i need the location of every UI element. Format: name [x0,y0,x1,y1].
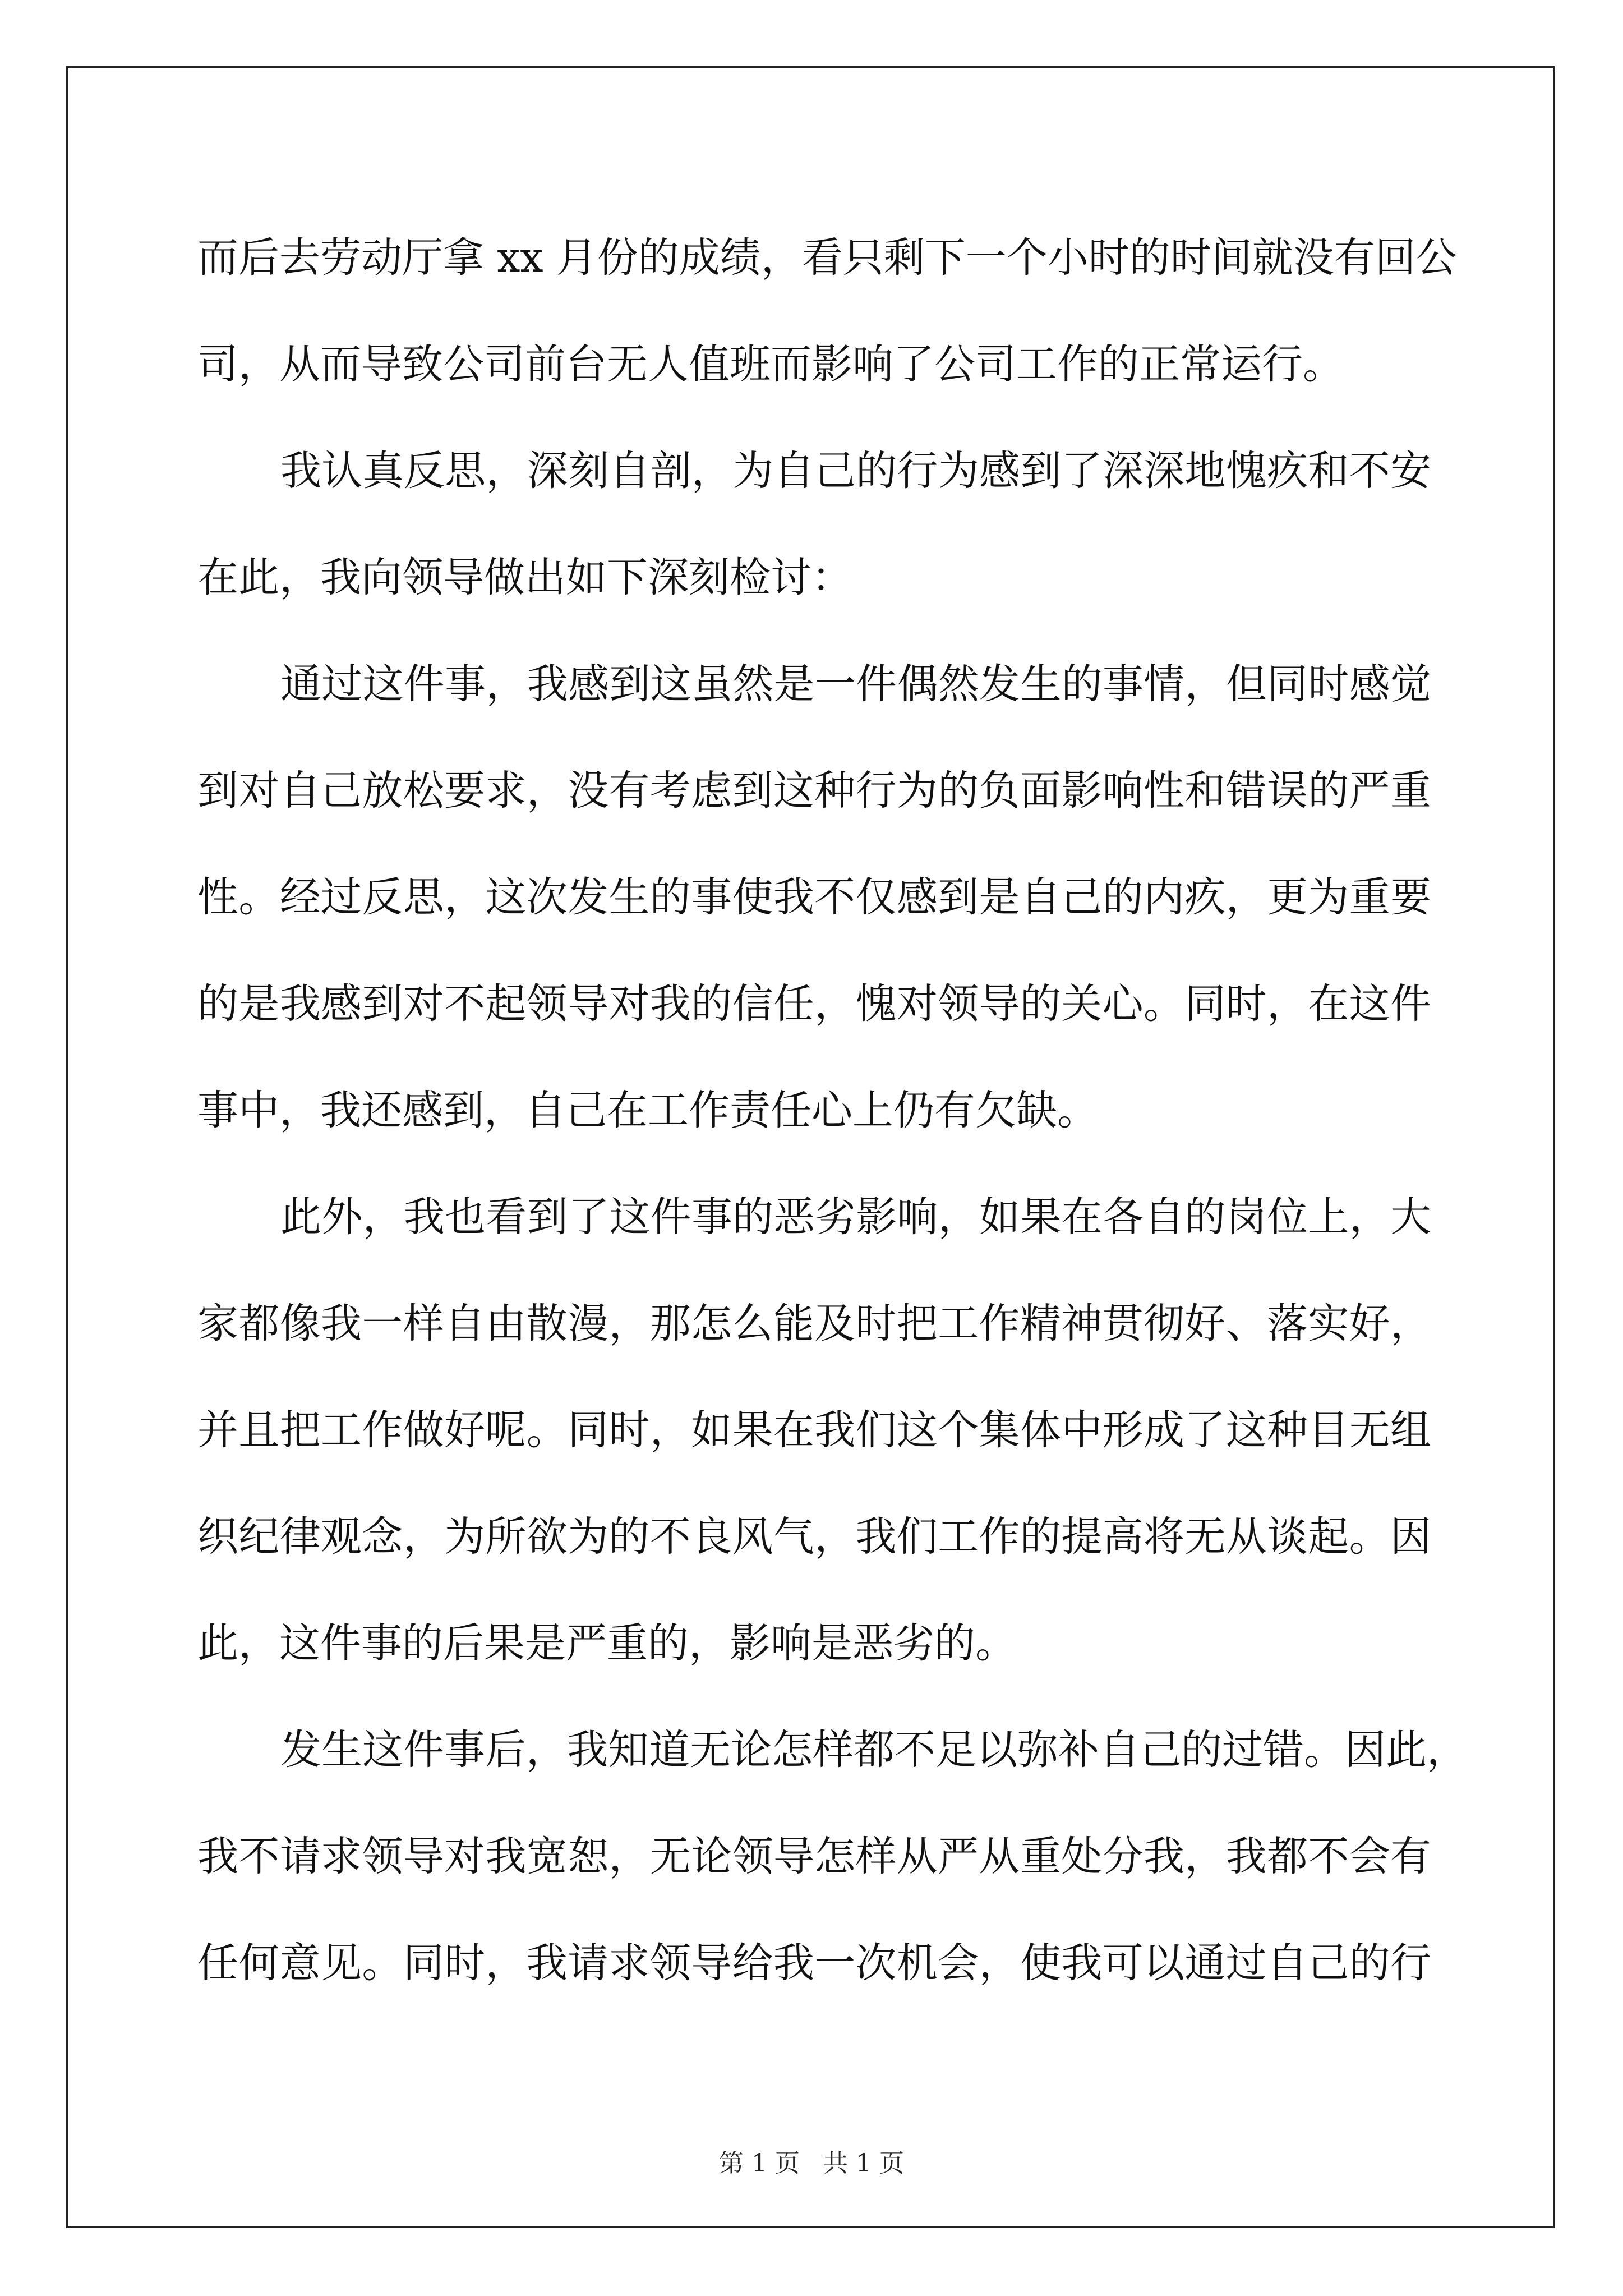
text-line: 并且把工作做好呢。同时，如果在我们这个集体中形成了这种目无组 [197,1406,1431,1454]
document-body [197,205,1468,2017]
text-line: 事中，我还感到，自己在工作责任心上仍有欠缺。 [197,1087,1098,1134]
text-line: 在此，我向领导做出如下深刻检讨： [197,554,852,601]
text-line: 到对自己放松要求，没有考虑到这种行为的负面影响性和错误的严重 [197,767,1431,815]
text-line: 通过这件事，我感到这虽然是一件偶然发生的事情，但同时感觉 [280,660,1431,708]
text-line: 家都像我一样自由散漫，那怎么能及时把工作精神贯彻好、落实好， [197,1300,1431,1347]
text-line: 发生这件事后，我知道无论怎样都不足以弥补自己的过错。因此， [280,1726,1468,1774]
text-line: 此外，我也看到了这件事的恶劣影响，如果在各自的岗位上，大 [280,1193,1431,1241]
text-line: 我认真反思，深刻自剖，为自己的行为感到了深深地愧疚和不安 [280,447,1431,495]
text-line: 织纪律观念，为所欲为的不良风气，我们工作的提高将无从谈起。因 [197,1513,1431,1561]
text-line: 的是我感到对不起领导对我的信任，愧对领导的关心。同时，在这件 [197,980,1431,1028]
page-footer: 第 1 页 共 1 页 [719,2149,904,2178]
text-line: 我不请求领导对我宽恕，无论领导怎样从严从重处分我，我都不会有 [197,1833,1431,1880]
text-line: 司，从而导致公司前台无人值班而影响了公司工作的正常运行。 [197,341,1344,388]
text-line: 性。经过反思，这次发生的事使我不仅感到是自己的内疚，更为重要 [197,873,1431,921]
text-line: 任何意见。同时，我请求领导给我一次机会，使我可以通过自己的行 [197,1939,1431,1987]
text-line: 而后去劳动厅拿 xx 月份的成绩，看只剩下一个小时的时间就没有回公 [197,234,1457,282]
text-line: 此，这件事的后果是严重的，影响是恶劣的。 [197,1619,1016,1667]
